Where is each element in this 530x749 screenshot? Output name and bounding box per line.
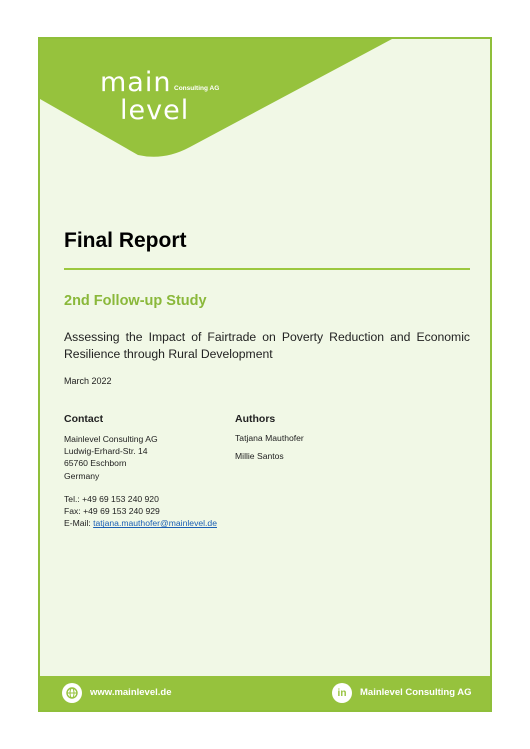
contact-email-row	[64, 517, 217, 529]
contact-details	[64, 493, 217, 530]
authors-heading: Authors	[235, 413, 276, 425]
email-label: E-Mail:	[64, 518, 94, 529]
contact-heading: Contact	[64, 413, 104, 425]
report-subtitle: 2nd Follow-up Study	[64, 293, 207, 309]
company-link[interactable]: Mainlevel Consulting AG	[360, 687, 472, 698]
email-link[interactable]: tatjana.mauthofer@mainlevel.de	[93, 518, 217, 529]
website-link[interactable]: www.mainlevel.de	[90, 687, 172, 698]
contact-country: Germany	[64, 470, 100, 481]
mainlevel-logo	[100, 69, 260, 129]
logo-level-text: level	[120, 95, 190, 126]
author-name: Tatjana Mauthofer	[235, 433, 304, 443]
contact-company: Mainlevel Consulting AG	[64, 434, 158, 444]
logo-main-text: main	[100, 67, 172, 98]
contact-street: Ludwig-Erhard-Str. 14	[64, 446, 148, 457]
logo-sub-text: Consulting AG	[174, 85, 220, 92]
report-date: March 2022	[64, 376, 112, 386]
report-title: Final Report	[64, 229, 187, 252]
linkedin-icon[interactable]: in	[332, 683, 352, 703]
contact-city: 65760 Eschborn	[64, 458, 127, 469]
contact-tel: Tel.: +49 69 153 240 920	[64, 494, 159, 504]
author-name: Millie Santos	[235, 451, 284, 461]
globe-icon[interactable]	[62, 683, 82, 703]
contact-fax: Fax: +49 69 153 240 929	[64, 506, 160, 517]
report-description: Assessing the Impact of Fairtrade on Poverty Reduction and Economic Resilience through Rural Development	[64, 330, 470, 361]
report-cover	[38, 37, 492, 712]
title-divider	[64, 268, 470, 270]
footer-bar	[40, 676, 492, 710]
contact-address	[64, 433, 158, 482]
